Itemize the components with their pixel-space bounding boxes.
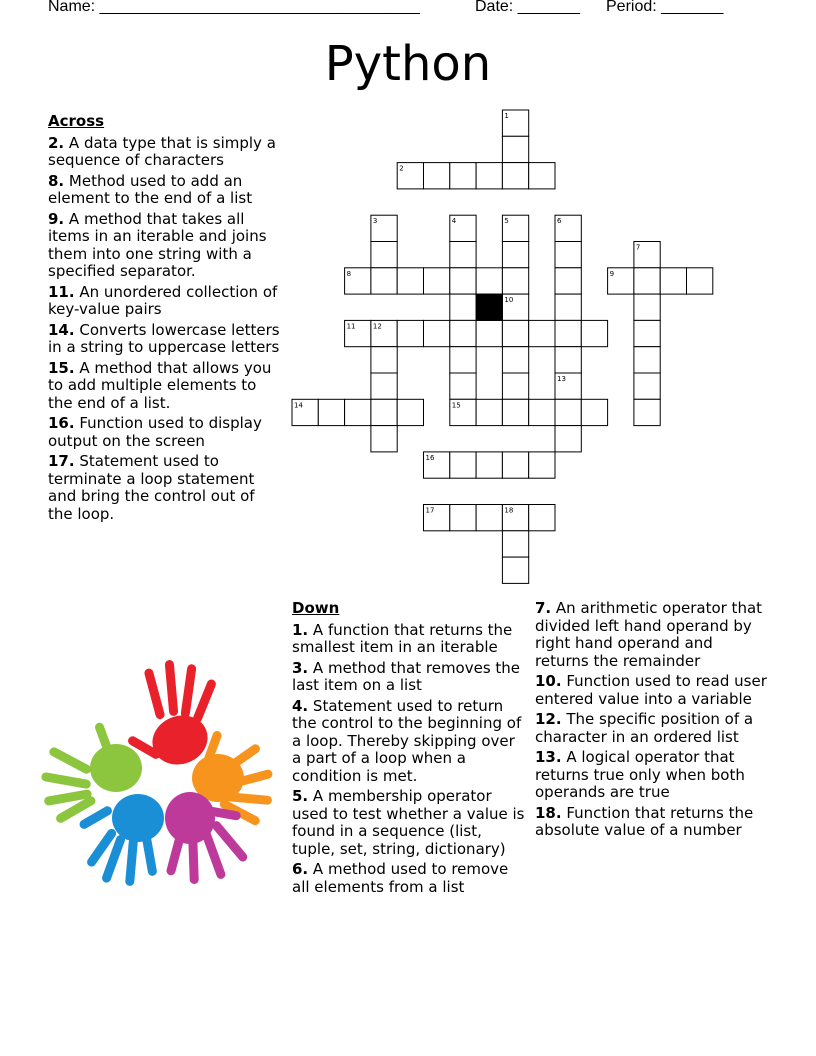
grid-cell[interactable] [476,320,502,346]
grid-cell[interactable] [555,373,581,399]
grid-cell[interactable] [634,347,660,373]
grid-cell[interactable] [345,320,371,346]
clue-text: Statement used to terminate a loop statement and bring the control out of the loop. [48,452,255,523]
grid-cell[interactable] [397,163,423,189]
clue-number: 8. [48,171,65,190]
grid-cell[interactable] [502,320,528,346]
grid-cell[interactable] [502,557,528,583]
grid-cell[interactable] [371,215,397,241]
clue-number: 18. [535,803,562,822]
date-field[interactable]: Date: _______ [475,0,580,15]
clue-number: 5. [292,787,309,805]
grid-cell[interactable] [502,136,528,162]
clue-number: 1. [292,620,309,639]
cell-number: 6 [557,217,562,226]
grid-cell[interactable] [502,531,528,557]
grid-cell[interactable] [502,505,528,531]
grid-cell[interactable] [371,373,397,399]
grid-cell[interactable] [476,505,502,531]
grid-cell[interactable] [634,373,660,399]
clue-text: Converts lowercase letters in a string to uppercase letters [48,320,280,356]
clue-text: Statement used to return the control to the beginning of a loop. Thereby skipping over a part of a loop when a condition is met. [292,696,522,785]
down-clue [535,805,770,840]
grid-cell[interactable] [502,373,528,399]
grid-cell[interactable] [450,452,476,478]
grid-cell[interactable] [424,320,450,346]
cell-number: 2 [399,164,404,173]
grid-cell[interactable] [476,163,502,189]
clue-text: A logical operator that returns true only when both operands are true [535,748,745,801]
down-clue [292,788,528,858]
grid-cell[interactable] [555,399,581,425]
cell-number: 1 [504,112,509,120]
across-heading: Across [48,112,105,130]
cell-number: 18 [504,506,514,515]
grid-cell[interactable] [634,399,660,425]
clue-text: Function that returns the absolute value of a number [535,803,754,839]
cell-number: 9 [609,269,615,278]
grid-cell[interactable] [502,452,528,478]
grid-cell[interactable] [555,347,581,373]
cell-number: 3 [372,217,378,226]
grid-cell[interactable] [502,399,528,425]
grid-cell[interactable] [450,505,476,531]
grid-cell[interactable] [424,163,450,189]
grid-cell[interactable] [502,268,528,294]
clue-text: A method that removes the last item on a list [292,658,521,694]
clue-number: 2. [48,133,65,152]
across-clue [48,360,283,413]
grid-cell[interactable] [555,268,581,294]
cell-number: 15 [451,401,461,410]
grid-cell[interactable] [450,320,476,346]
grid-cell[interactable] [450,215,476,241]
down-clue [292,861,528,896]
cell-number: 11 [346,322,356,331]
grid-cell[interactable] [397,268,423,294]
header [0,0,816,22]
across-clue [48,211,283,281]
grid-cell[interactable] [529,505,555,531]
clue-number: 13. [535,748,562,766]
grid-cell[interactable] [502,242,528,268]
grid-cell[interactable] [371,268,397,294]
clue-text: A method that takes all items in an iterable and joins them into one string with a specified separator. [48,209,267,280]
period-field[interactable]: Period: _______ [606,0,724,15]
grid-cell[interactable] [397,320,423,346]
clue-number: 17. [48,452,75,470]
grid-cell[interactable] [687,268,713,294]
grid-cell[interactable] [555,242,581,268]
cell-number: 14 [294,401,303,410]
down-clue [292,698,528,786]
cell-number: 13 [557,375,566,383]
grid-cell[interactable] [502,215,528,241]
grid-cell[interactable] [555,320,581,346]
blue-hand-icon [78,794,164,886]
across-clues [48,113,283,526]
grid-cell[interactable] [371,426,397,452]
clue-text: A method that allows you to add multiple elements to the end of a list. [48,358,272,412]
cell-number: 12 [372,322,382,331]
clue-text: An unordered collection of key-value pairs [48,282,278,318]
down-clue [292,660,528,695]
clue-number: 15. [48,358,75,377]
page-title: Python [324,36,492,92]
grid-cell[interactable] [529,163,555,189]
clue-text: Method used to add an element to the end of a list [48,171,253,207]
grid-cell[interactable] [476,452,502,478]
grid-cell[interactable] [397,399,423,425]
clue-number: 14. [48,320,75,339]
across-clue [48,453,283,523]
across-clue [48,135,283,170]
grid-cell[interactable] [371,242,397,268]
grid-cell[interactable] [371,320,397,346]
cell-number: 10 [504,296,514,305]
grid-cell[interactable] [555,426,581,452]
cell-number: 8 [346,269,352,278]
grid-cell[interactable] [371,347,397,373]
down-clue [535,749,770,802]
grid-cell[interactable] [450,373,476,399]
down-clues-column-1 [292,600,528,899]
grid-cell[interactable] [450,242,476,268]
clue-number: 7. [535,599,552,617]
across-clue [48,415,283,450]
clue-text: An arithmetic operator that divided left hand operand by right hand operand and returns the remainder [535,599,763,670]
grid-cell[interactable] [608,268,634,294]
grid-cell[interactable] [292,399,318,425]
colorful-hands-icon [40,650,290,890]
clue-text: A method used to remove all elements from a list [292,860,509,896]
cell-number: 5 [504,217,509,226]
clue-text: Function used to display output on the screen [48,414,262,450]
grid-cell[interactable] [424,505,450,531]
grid-cell[interactable] [634,320,660,346]
grid-cell[interactable] [450,294,476,320]
cell-number: 16 [425,453,435,462]
grid-cell[interactable] [476,399,502,425]
across-clue [48,322,283,357]
clue-text: Function used to read user entered value into a variable [535,672,767,708]
grid-cell[interactable] [318,399,344,425]
clue-number: 12. [535,710,562,728]
grid-cell[interactable] [581,320,607,346]
down-clue [535,673,770,708]
cell-number: 7 [635,243,641,252]
grid-cell[interactable] [581,399,607,425]
grid-cell[interactable] [450,347,476,373]
grid-cell[interactable] [634,242,660,268]
name-field[interactable]: Name: ____________________________________ [48,0,420,15]
grid-cell[interactable] [634,268,660,294]
clue-text: A membership operator used to test whether a value is found in a sequence (list, tuple, set, string, dictionary) [292,787,525,858]
down-clues-column-2 [535,600,770,843]
grid-cell[interactable] [476,268,502,294]
grid-cell[interactable] [502,294,528,320]
grid-cell[interactable] [555,215,581,241]
clue-text: The specific position of a character in an ordered list [535,710,754,746]
grid-cell[interactable] [450,163,476,189]
across-clue [48,173,283,208]
grid-cell[interactable] [450,268,476,294]
clue-text: A data type that is simply a sequence of characters [48,133,276,169]
grid-cell[interactable] [529,452,555,478]
grid-cell[interactable] [529,320,555,346]
clue-number: 10. [535,672,562,690]
clue-number: 16. [48,414,75,432]
grid-cell[interactable] [555,294,581,320]
down-clue [535,600,770,670]
across-clue [48,284,283,319]
clue-number: 11. [48,282,75,301]
grid-cell[interactable] [502,110,528,136]
down-heading: Down [292,599,340,617]
black-square [476,294,502,320]
clue-text: A function that returns the smallest item in an iterable [292,620,513,656]
grid-cell[interactable] [345,399,371,425]
grid-cell[interactable] [424,452,450,478]
grid-cell[interactable] [502,347,528,373]
grid-cell[interactable] [345,268,371,294]
clue-number: 6. [292,860,309,878]
red-hand-icon [126,660,217,772]
down-clue [535,711,770,746]
clue-number: 3. [292,658,309,677]
grid-cell[interactable] [660,268,686,294]
grid-cell[interactable] [371,399,397,425]
grid-cell[interactable] [529,399,555,425]
clue-number: 4. [292,696,309,715]
grid-cell[interactable] [634,294,660,320]
cell-number: 17 [425,506,435,515]
grid-cell[interactable] [450,399,476,425]
grid-cell[interactable] [502,163,528,189]
down-clue [292,622,528,657]
cell-number: 4 [451,217,457,226]
grid-cell[interactable] [424,268,450,294]
clue-number: 9. [48,209,65,228]
